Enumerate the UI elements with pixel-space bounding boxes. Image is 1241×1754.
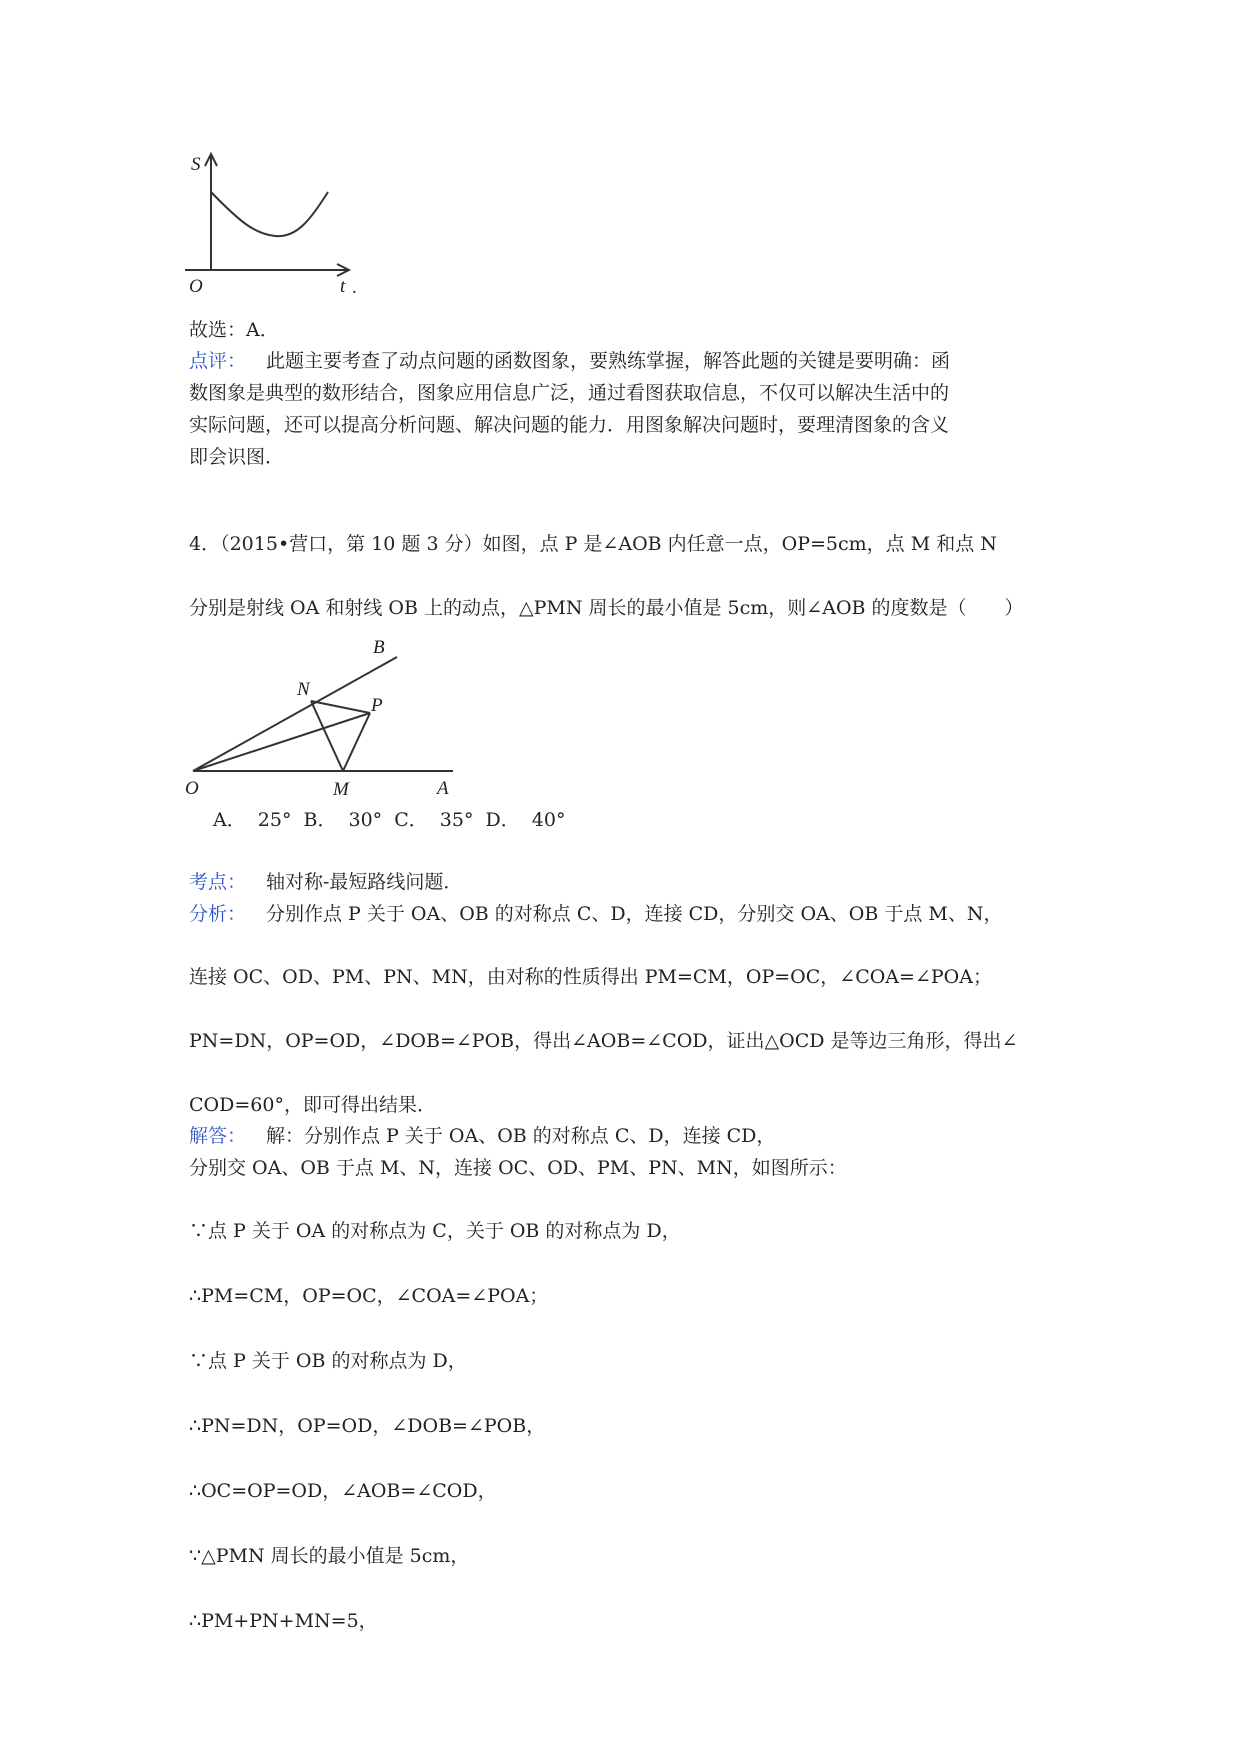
jieda-line-2: 分别交 OA、OB 于点 M、N，连接 OC、OD、PM、PN、MN，如图所示： [189, 1157, 847, 1179]
s-curve [211, 192, 328, 236]
jieda-line-1 [189, 1124, 775, 1148]
fenxi-line-4: COD=60°，即可得出结果． [189, 1094, 436, 1116]
kaodian-line [189, 870, 462, 894]
fenxi-line-3: PN=DN，OP=OD，∠DOB=∠POB，得出∠AOB=∠COD，证出△OCD 是等边三角形，得出∠ [189, 1030, 1018, 1052]
label-n: N [297, 679, 310, 700]
question-line-1: 4．（2015•营口，第 10 题 3 分）如图，点 P 是∠AOB 内任意一点，OP=5cm，点 M 和点 N [189, 533, 997, 555]
label-m: M [333, 779, 349, 800]
jieda-tag: 解答： [189, 1125, 247, 1147]
geometry-figure [185, 635, 465, 805]
fenxi-line-1 [189, 902, 1002, 926]
comment-text-1: 此题主要考查了动点问题的函数图象，要熟练掌握，解答此题的关键是要明确：函 [266, 350, 951, 372]
s-axis-label: S [191, 154, 201, 175]
kaodian-tag: 考点： [189, 871, 247, 893]
label-a: A [437, 778, 449, 799]
proof-step-6: ∵△PMN 周长的最小值是 5cm， [189, 1545, 470, 1567]
question-line-2: 分别是射线 OA 和射线 OB 上的动点，△PMN 周长的最小值是 5cm，则∠AOB 的度数是（ ） [189, 597, 1024, 619]
answer-1: 故选：A． [189, 319, 279, 341]
proof-step-3: ∵点 P 关于 OB 的对称点为 D， [189, 1350, 467, 1372]
label-b: B [373, 637, 385, 658]
kaodian-text: 轴对称-最短路线问题． [266, 871, 463, 893]
comment-tag: 点评： [189, 350, 247, 372]
comment-line-4: 即会识图． [189, 446, 285, 468]
comment-line-2: 数图象是典型的数形结合，图象应用信息广泛，通过看图获取信息，不仅可以解决生活中的 [189, 382, 950, 404]
proof-step-1: ∵点 P 关于 OA 的对称点为 C，关于 OB 的对称点为 D， [189, 1220, 681, 1242]
proof-step-7: ∴PM+PN+MN=5， [189, 1610, 378, 1632]
label-o: O [185, 778, 199, 799]
function-graph [185, 150, 365, 300]
fenxi-text-1: 分别作点 P 关于 OA、OB 的对称点 C、D，连接 CD，分别交 OA、OB 于点 M、N， [266, 903, 1003, 925]
comment-line-3: 实际问题，还可以提高分析问题、解决问题的能力．用图象解决问题时，要理清图象的含义 [189, 414, 950, 436]
fenxi-tag: 分析： [189, 903, 247, 925]
proof-step-4: ∴PN=DN，OP=OD，∠DOB=∠POB， [189, 1415, 546, 1437]
fenxi-line-2: 连接 OC、OD、PM、PN、MN，由对称的性质得出 PM=CM，OP=OC，∠COA=∠POA； [189, 966, 992, 988]
label-p: P [371, 695, 383, 716]
options: A． 25° B． 30° C． 35° D． 40° [213, 809, 566, 831]
segment-np [311, 701, 370, 713]
t-axis-label: t [340, 276, 346, 297]
origin-label: O [189, 276, 203, 297]
segment-nm [311, 701, 343, 771]
proof-step-5: ∴OC=OP=OD，∠AOB=∠COD， [189, 1480, 497, 1502]
graph-period: . [352, 277, 357, 298]
jieda-text-1: 解：分别作点 P 关于 OA、OB 的对称点 C、D，连接 CD， [266, 1125, 776, 1147]
segment-pm [343, 713, 370, 771]
comment-line-1 [189, 349, 950, 373]
proof-step-2: ∴PM=CM，OP=OC，∠COA=∠POA； [189, 1285, 549, 1307]
